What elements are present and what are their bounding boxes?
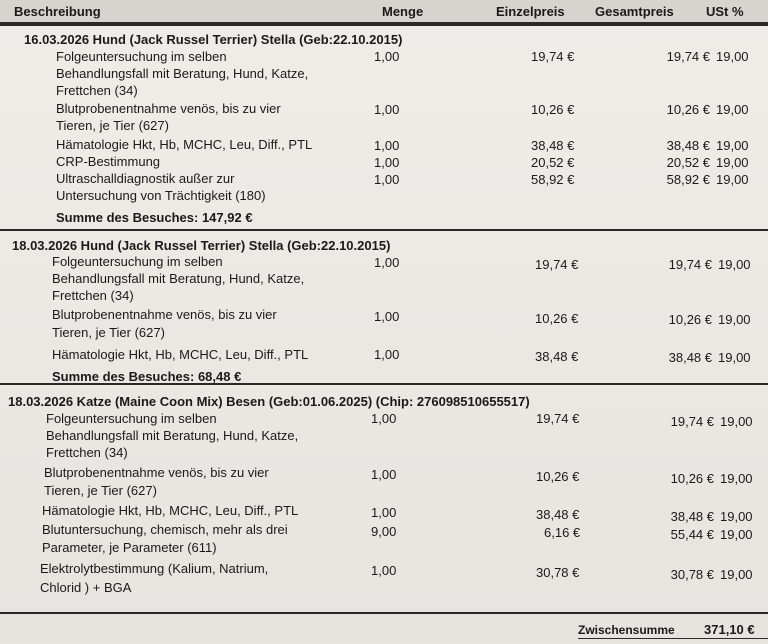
- item-description: Folgeuntersuchung im selben: [46, 411, 217, 426]
- item-vat: 19,00: [720, 527, 753, 542]
- item-total-price: 38,48 €: [668, 350, 712, 365]
- item-quantity: 1,00: [371, 411, 397, 426]
- visit-sum: Summe des Besuches: 68,48 €: [52, 369, 242, 384]
- item-description: Frettchen (34): [46, 445, 128, 460]
- subtotal-label: Zwischensumme: [578, 623, 675, 637]
- subtotal-underline: [578, 638, 768, 639]
- item-unit-price: 20,52 €: [531, 155, 575, 170]
- item-vat: 19,00: [718, 257, 751, 272]
- item-quantity: 1,00: [374, 155, 400, 170]
- item-description: Frettchen (34): [52, 288, 134, 303]
- visit-sum: Summe des Besuches: 147,92 €: [56, 210, 253, 225]
- item-vat: 19,00: [720, 509, 753, 524]
- item-quantity: 1,00: [374, 172, 400, 187]
- col-total-price-header: Gesamtpreis: [595, 4, 674, 19]
- item-quantity: 1,00: [374, 347, 400, 362]
- item-description: CRP-Bestimmung: [56, 154, 161, 169]
- item-total-price: 19,74 €: [666, 49, 710, 64]
- visit-block: [0, 383, 768, 613]
- col-vat-header: USt %: [706, 4, 744, 19]
- item-unit-price: 6,16 €: [544, 525, 581, 540]
- item-total-price: 55,44 €: [670, 527, 714, 542]
- item-vat: 19,00: [718, 350, 751, 365]
- item-unit-price: 10,26 €: [531, 102, 575, 117]
- item-unit-price: 19,74 €: [531, 49, 575, 64]
- item-description: Blutuntersuchung, chemisch, mehr als drei: [42, 522, 288, 537]
- item-unit-price: 38,48 €: [531, 138, 575, 153]
- item-description: Untersuchung von Trächtigkeit (180): [56, 188, 266, 203]
- item-quantity: 1,00: [374, 102, 400, 117]
- visit-title: 18.03.2026 Katze (Maine Coon Mix) Besen (Geb:01.06.2025) (Chip: 276098510655517): [8, 394, 530, 409]
- item-total-price: 10,26 €: [670, 471, 714, 486]
- item-vat: 19,00: [720, 414, 753, 429]
- item-quantity: 1,00: [374, 49, 400, 64]
- item-description: Ultraschalldiagnostik außer zur: [56, 171, 235, 186]
- visit-block: [0, 24, 768, 230]
- visit-title: 18.03.2026 Hund (Jack Russel Terrier) Stella (Geb:22.10.2015): [12, 238, 391, 253]
- item-description: Chlorid ) + BGA: [40, 580, 132, 595]
- visit-block: [0, 229, 768, 383]
- item-description: Blutprobenentnahme venös, bis zu vier: [56, 101, 281, 116]
- subtotal-value: 371,10 €: [704, 622, 755, 637]
- item-description: Blutprobenentnahme venös, bis zu vier: [44, 465, 269, 480]
- col-quantity-header: Menge: [382, 4, 424, 19]
- item-total-price: 30,78 €: [670, 567, 714, 582]
- item-quantity: 9,00: [371, 524, 397, 539]
- item-vat: 19,00: [720, 471, 753, 486]
- item-description: Hämatologie Hkt, Hb, MCHC, Leu, Diff., PTL: [56, 137, 313, 152]
- item-unit-price: 19,74 €: [535, 257, 579, 272]
- item-description: Hämatologie Hkt, Hb, MCHC, Leu, Diff., PTL: [52, 347, 309, 362]
- item-vat: 19,00: [716, 49, 749, 64]
- item-unit-price: 10,26 €: [536, 469, 580, 484]
- item-vat: 19,00: [716, 138, 749, 153]
- item-total-price: 10,26 €: [668, 312, 712, 327]
- item-unit-price: 30,78 €: [536, 565, 580, 580]
- item-description: Behandlungsfall mit Beratung, Hund, Katze,: [56, 66, 309, 81]
- item-vat: 19,00: [720, 567, 753, 582]
- item-quantity: 1,00: [374, 138, 400, 153]
- visit-title: 16.03.2026 Hund (Jack Russel Terrier) Stella (Geb:22.10.2015): [24, 32, 403, 47]
- item-vat: 19,00: [716, 102, 749, 117]
- col-description-header: Beschreibung: [14, 4, 101, 19]
- item-description: Hämatologie Hkt, Hb, MCHC, Leu, Diff., PTL: [42, 503, 299, 518]
- item-unit-price: 19,74 €: [536, 411, 580, 426]
- item-description: Tieren, je Tier (627): [44, 483, 157, 498]
- item-description: Tieren, je Tier (627): [56, 118, 169, 133]
- item-unit-price: 10,26 €: [535, 311, 579, 326]
- item-total-price: 38,48 €: [666, 138, 710, 153]
- item-description: Tieren, je Tier (627): [52, 325, 165, 340]
- item-total-price: 58,92 €: [666, 172, 710, 187]
- item-description: Folgeuntersuchung im selben: [52, 254, 223, 269]
- item-quantity: 1,00: [371, 467, 397, 482]
- item-description: Elektrolytbestimmung (Kalium, Natrium,: [40, 561, 269, 576]
- invoice-footer: [0, 612, 768, 644]
- item-total-price: 20,52 €: [666, 155, 710, 170]
- item-total-price: 19,74 €: [668, 257, 712, 272]
- item-vat: 19,00: [718, 312, 751, 327]
- item-quantity: 1,00: [374, 255, 400, 270]
- item-description: Behandlungsfall mit Beratung, Hund, Katze,: [46, 428, 299, 443]
- item-unit-price: 58,92 €: [531, 172, 575, 187]
- item-description: Blutprobenentnahme venös, bis zu vier: [52, 307, 277, 322]
- item-description: Frettchen (34): [56, 83, 138, 98]
- item-description: Folgeuntersuchung im selben: [56, 49, 227, 64]
- item-quantity: 1,00: [374, 309, 400, 324]
- item-unit-price: 38,48 €: [536, 507, 580, 522]
- item-vat: 19,00: [716, 172, 749, 187]
- table-header: [0, 0, 768, 24]
- item-total-price: 10,26 €: [666, 102, 710, 117]
- item-total-price: 38,48 €: [670, 509, 714, 524]
- item-description: Behandlungsfall mit Beratung, Hund, Katze,: [52, 271, 305, 286]
- item-quantity: 1,00: [371, 563, 397, 578]
- item-total-price: 19,74 €: [670, 414, 714, 429]
- col-unit-price-header: Einzelpreis: [496, 4, 565, 19]
- item-unit-price: 38,48 €: [535, 349, 579, 364]
- item-vat: 19,00: [716, 155, 749, 170]
- item-description: Parameter, je Parameter (611): [42, 540, 217, 555]
- item-quantity: 1,00: [371, 505, 397, 520]
